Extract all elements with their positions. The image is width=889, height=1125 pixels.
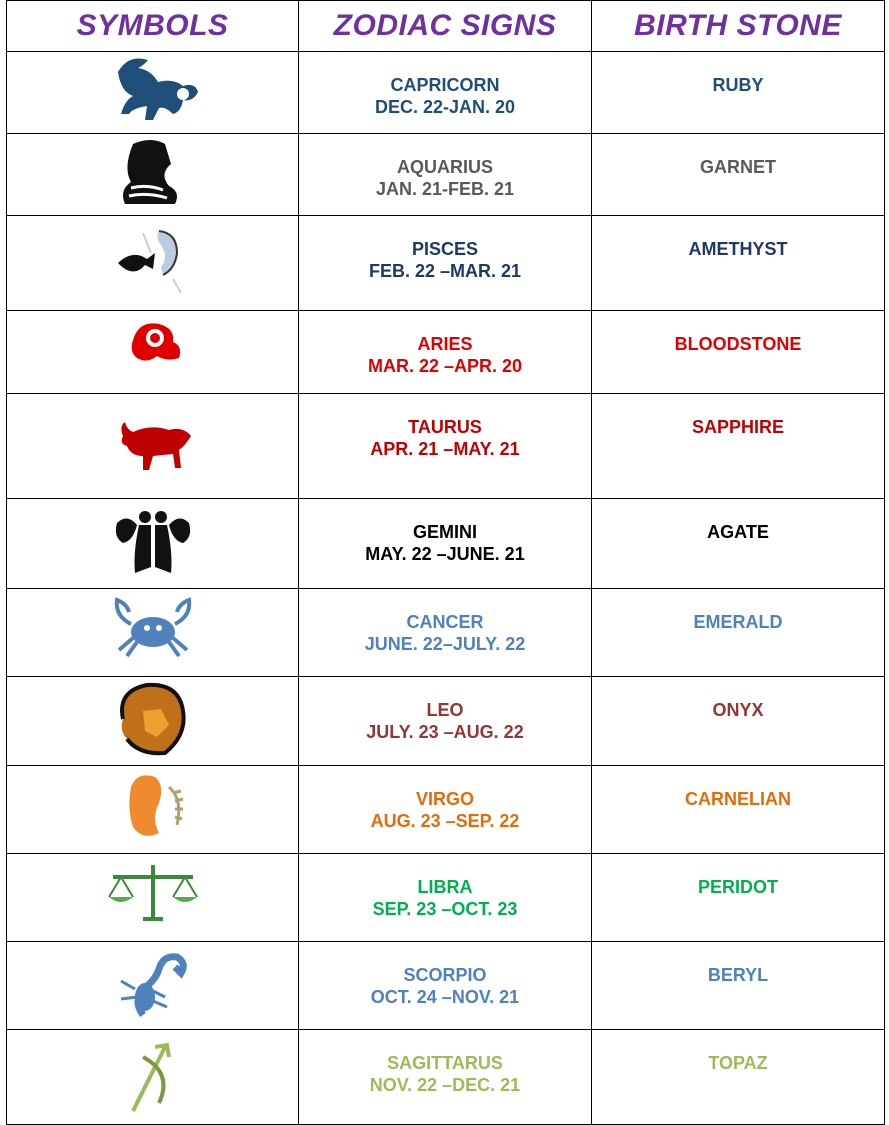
birth-stone-name: AMETHYST [688, 239, 788, 259]
header-row [7, 1, 885, 52]
table-row [7, 394, 885, 499]
sign-dates: AUG. 23 –SEP. 22 [370, 811, 520, 831]
sign-dates: OCT. 24 –NOV. 21 [370, 987, 520, 1007]
birth-stone-name: BERYL [707, 965, 769, 985]
birth-stone-name: CARNELIAN [685, 789, 791, 809]
birth-stone-name: EMERALD [693, 612, 783, 632]
birth-stone-cell [592, 589, 885, 677]
birth-stone-name: SAPPHIRE [691, 417, 785, 437]
zodiac-sign-cell [299, 766, 592, 854]
birth-stone-name: GARNET [700, 157, 776, 177]
birth-stone-name: TOPAZ [708, 1053, 768, 1073]
symbol-cell [7, 311, 299, 394]
table-row [7, 216, 885, 311]
table-row [7, 311, 885, 394]
sign-dates: NOV. 22 –DEC. 21 [369, 1075, 521, 1095]
cancer-crab-icon [103, 592, 203, 668]
symbol-cell [7, 766, 299, 854]
table-row [7, 499, 885, 589]
symbol-cell [7, 52, 299, 134]
sign-name: CAPRICORN [390, 75, 500, 95]
zodiac-sign-cell [299, 1030, 592, 1125]
birth-stone-cell [592, 134, 885, 216]
sign-name: VIRGO [415, 789, 474, 809]
zodiac-sign-cell [299, 394, 592, 499]
sign-name: AQUARIUS [396, 157, 493, 177]
symbol-cell [7, 677, 299, 766]
table-row [7, 854, 885, 942]
header-symbols: SYMBOLS [7, 1, 299, 52]
aries-ram-icon [103, 312, 203, 388]
zodiac-sign-cell [299, 677, 592, 766]
capricorn-goat-icon [103, 52, 203, 128]
aquarius-water-bearer-icon [103, 134, 203, 210]
birth-stone-cell [592, 52, 885, 134]
libra-scales-icon [103, 857, 203, 933]
sign-name: SCORPIO [403, 965, 487, 985]
sign-name: PISCES [411, 239, 479, 259]
sign-name: LEO [426, 700, 464, 720]
symbol-cell [7, 134, 299, 216]
sign-name: SAGITTARUS [387, 1053, 503, 1073]
zodiac-table [6, 0, 885, 1125]
leo-lion-icon [103, 681, 203, 757]
sign-dates: JULY. 23 –AUG. 22 [366, 722, 524, 742]
symbol-cell [7, 394, 299, 499]
zodiac-sign-cell [299, 216, 592, 311]
birth-stone-name: AGATE [707, 522, 769, 542]
sign-dates: DEC. 22-JAN. 20 [374, 97, 516, 117]
sign-name: GEMINI [412, 522, 477, 542]
birth-stone-name: ONYX [712, 700, 764, 720]
birth-stone-name: PERIDOT [697, 877, 778, 897]
zodiac-sign-cell [299, 589, 592, 677]
sign-dates: MAR. 22 –APR. 20 [367, 356, 523, 376]
symbol-cell [7, 942, 299, 1030]
symbol-cell [7, 216, 299, 311]
header-zodiac-signs: ZODIAC SIGNS [299, 1, 592, 52]
sign-name: CANCER [406, 612, 484, 632]
table-row [7, 52, 885, 134]
birth-stone-name: BLOODSTONE [674, 334, 802, 354]
pisces-fish-icon [103, 223, 203, 299]
sign-name: ARIES [417, 334, 473, 354]
birth-stone-name: RUBY [712, 75, 764, 95]
table-row [7, 134, 885, 216]
taurus-bull-icon [103, 406, 203, 482]
symbol-cell [7, 499, 299, 589]
sign-dates: JAN. 21-FEB. 21 [375, 179, 515, 199]
table-row [7, 589, 885, 677]
birth-stone-cell [592, 216, 885, 311]
sign-dates: MAY. 22 –JUNE. 21 [365, 544, 525, 564]
gemini-twins-icon [103, 503, 203, 579]
birth-stone-cell [592, 677, 885, 766]
zodiac-sign-cell [299, 134, 592, 216]
table-row [7, 942, 885, 1030]
birth-stone-cell [592, 499, 885, 589]
sign-dates: APR. 21 –MAY. 21 [370, 439, 520, 459]
sign-name: TAURUS [408, 417, 482, 437]
symbol-cell [7, 1030, 299, 1125]
virgo-maiden-icon [103, 769, 203, 845]
birth-stone-cell [592, 311, 885, 394]
symbol-cell [7, 589, 299, 677]
zodiac-sign-cell [299, 311, 592, 394]
sagittarius-archer-icon [103, 1037, 203, 1113]
birth-stone-cell [592, 854, 885, 942]
zodiac-sign-cell [299, 499, 592, 589]
scorpio-scorpion-icon [103, 945, 203, 1021]
table-row [7, 1030, 885, 1125]
zodiac-sign-cell [299, 942, 592, 1030]
birth-stone-cell [592, 1030, 885, 1125]
header-birth-stone: BIRTH STONE [592, 1, 885, 52]
sign-dates: SEP. 23 –OCT. 23 [372, 899, 518, 919]
sign-dates: FEB. 22 –MAR. 21 [368, 261, 522, 281]
birth-stone-cell [592, 394, 885, 499]
symbol-cell [7, 854, 299, 942]
sign-dates: JUNE. 22–JULY. 22 [364, 634, 526, 654]
birth-stone-cell [592, 942, 885, 1030]
table-row [7, 677, 885, 766]
zodiac-sign-cell [299, 854, 592, 942]
table-row [7, 766, 885, 854]
zodiac-sign-cell [299, 52, 592, 134]
sign-name: LIBRA [417, 877, 473, 897]
birth-stone-cell [592, 766, 885, 854]
